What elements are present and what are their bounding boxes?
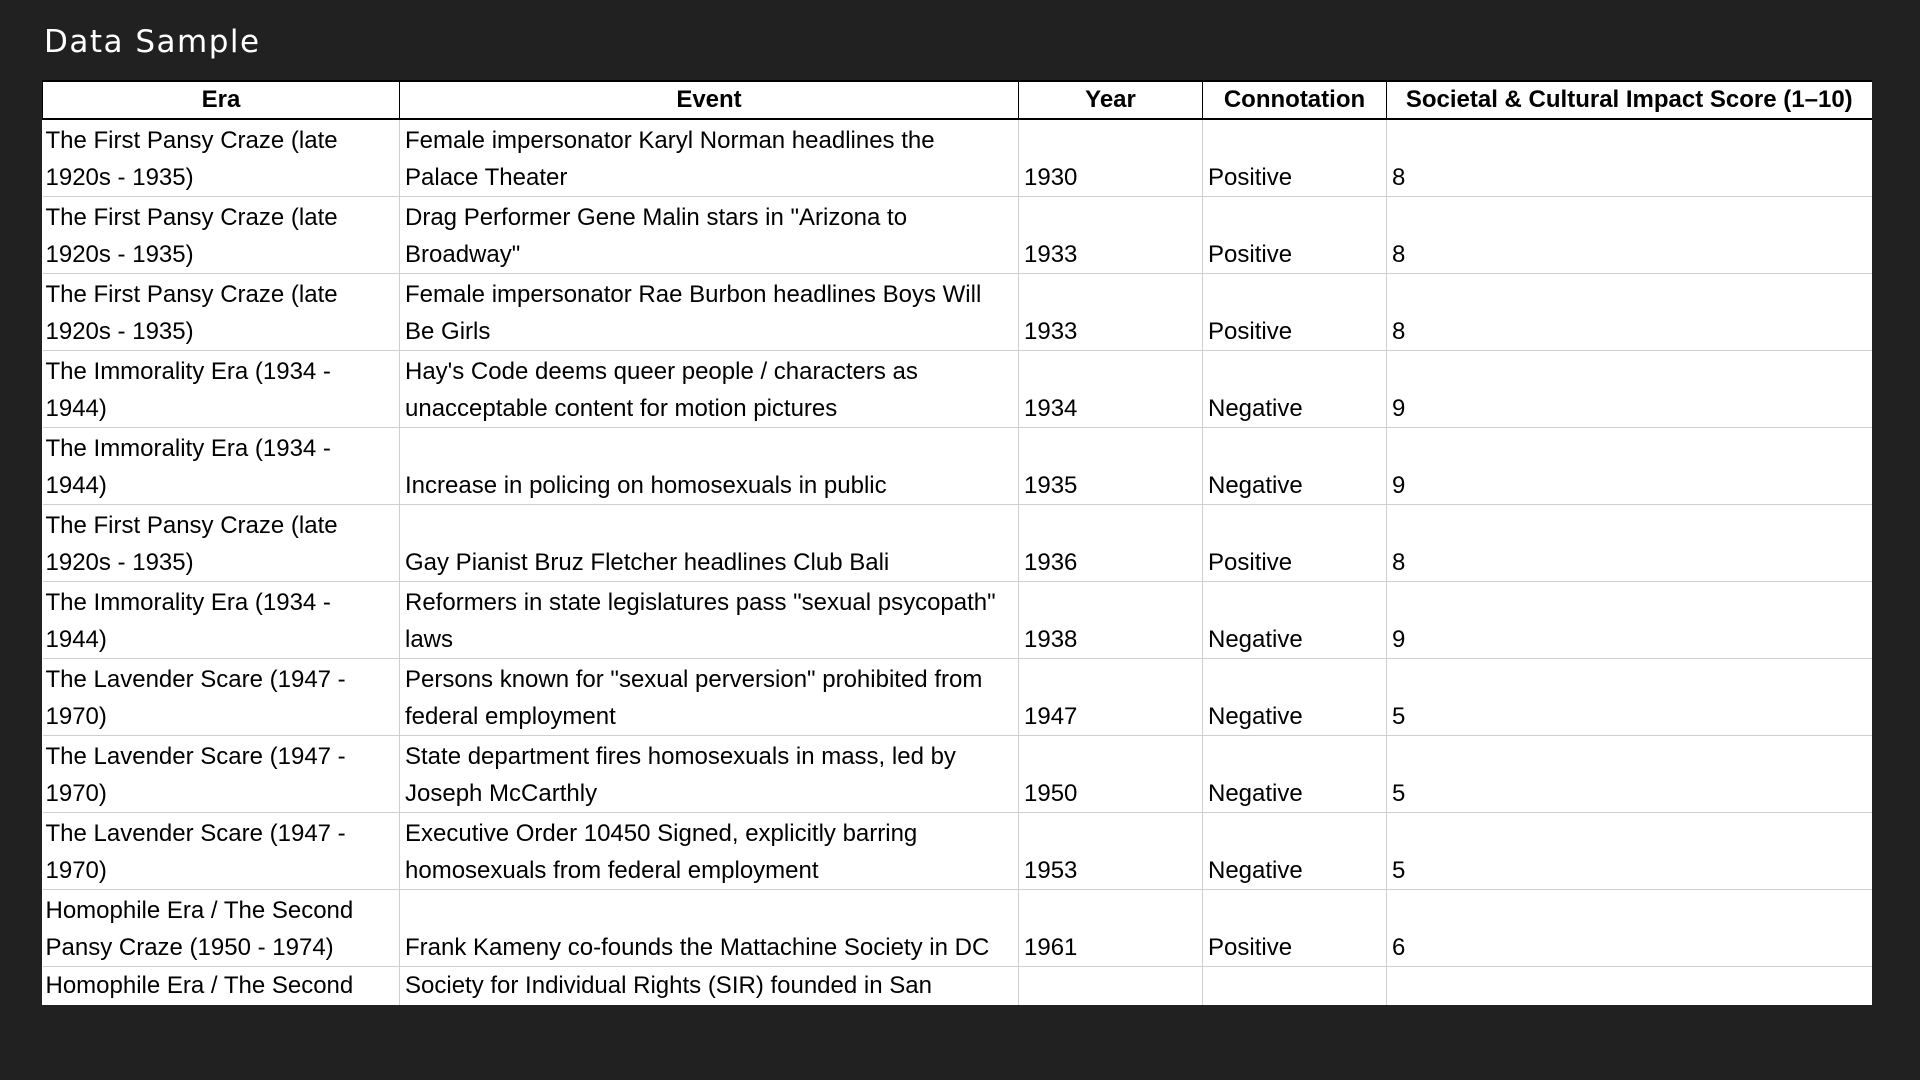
year-cell[interactable]: 1933 xyxy=(1019,274,1203,351)
event-cell[interactable]: Female impersonator Rae Burbon headlines Boys Will Be Girls xyxy=(400,274,1019,351)
year-cell[interactable]: 1953 xyxy=(1019,813,1203,890)
impact-score-cell[interactable]: 5 xyxy=(1387,736,1873,813)
event-cell[interactable]: Reformers in state legislatures pass "sexual psycopath" laws xyxy=(400,582,1019,659)
column-header-connotation[interactable]: Connotation xyxy=(1203,81,1387,119)
column-header-year[interactable]: Year xyxy=(1019,81,1203,119)
data-table-container xyxy=(42,80,1872,1005)
year-cell[interactable]: 1930 xyxy=(1019,119,1203,197)
year-cell[interactable]: 1947 xyxy=(1019,659,1203,736)
connotation-cell[interactable]: Negative xyxy=(1203,659,1387,736)
era-cell[interactable]: Homophile Era / The Second xyxy=(43,967,400,1006)
era-cell[interactable]: The Immorality Era (1934 - 1944) xyxy=(43,582,400,659)
table-row xyxy=(43,659,1873,736)
table-body xyxy=(43,119,1873,1005)
year-cell[interactable]: 1950 xyxy=(1019,736,1203,813)
column-header-era[interactable]: Era xyxy=(43,81,400,119)
table-row xyxy=(43,505,1873,582)
table-row xyxy=(43,967,1873,1006)
connotation-cell[interactable] xyxy=(1203,967,1387,1006)
impact-score-cell[interactable]: 5 xyxy=(1387,659,1873,736)
year-cell[interactable]: 1934 xyxy=(1019,351,1203,428)
table-row xyxy=(43,813,1873,890)
event-cell[interactable]: Hay's Code deems queer people / characters as unacceptable content for motion pictures xyxy=(400,351,1019,428)
impact-score-cell[interactable]: 8 xyxy=(1387,505,1873,582)
impact-score-cell[interactable]: 8 xyxy=(1387,119,1873,197)
connotation-cell[interactable]: Positive xyxy=(1203,119,1387,197)
year-cell[interactable]: 1935 xyxy=(1019,428,1203,505)
impact-score-cell[interactable]: 5 xyxy=(1387,813,1873,890)
table-row xyxy=(43,736,1873,813)
year-cell[interactable]: 1961 xyxy=(1019,890,1203,967)
impact-score-cell[interactable]: 9 xyxy=(1387,582,1873,659)
table-row xyxy=(43,428,1873,505)
event-cell[interactable]: Frank Kameny co-founds the Mattachine Society in DC xyxy=(400,890,1019,967)
impact-score-cell[interactable]: 9 xyxy=(1387,351,1873,428)
table-row xyxy=(43,890,1873,967)
era-cell[interactable]: The First Pansy Craze (late 1920s - 1935) xyxy=(43,197,400,274)
event-cell[interactable]: Executive Order 10450 Signed, explicitly barring homosexuals from federal employment xyxy=(400,813,1019,890)
connotation-cell[interactable]: Negative xyxy=(1203,582,1387,659)
column-header-event[interactable]: Event xyxy=(400,81,1019,119)
impact-score-cell[interactable]: 8 xyxy=(1387,197,1873,274)
era-cell[interactable]: The First Pansy Craze (late 1920s - 1935) xyxy=(43,119,400,197)
event-cell[interactable]: Gay Pianist Bruz Fletcher headlines Club Bali xyxy=(400,505,1019,582)
era-cell[interactable]: The Immorality Era (1934 - 1944) xyxy=(43,428,400,505)
event-cell[interactable]: Society for Individual Rights (SIR) founded in San xyxy=(400,967,1019,1006)
connotation-cell[interactable]: Negative xyxy=(1203,813,1387,890)
connotation-cell[interactable]: Negative xyxy=(1203,736,1387,813)
table-row xyxy=(43,274,1873,351)
year-cell[interactable]: 1936 xyxy=(1019,505,1203,582)
era-cell[interactable]: The First Pansy Craze (late 1920s - 1935) xyxy=(43,274,400,351)
table-row xyxy=(43,582,1873,659)
event-cell[interactable]: Drag Performer Gene Malin stars in "Arizona to Broadway" xyxy=(400,197,1019,274)
era-cell[interactable]: Homophile Era / The Second Pansy Craze (1950 - 1974) xyxy=(43,890,400,967)
header-row xyxy=(43,81,1873,119)
connotation-cell[interactable]: Positive xyxy=(1203,197,1387,274)
event-cell[interactable]: State department fires homosexuals in mass, led by Joseph McCarthly xyxy=(400,736,1019,813)
connotation-cell[interactable]: Negative xyxy=(1203,351,1387,428)
era-cell[interactable]: The Lavender Scare (1947 - 1970) xyxy=(43,659,400,736)
year-cell[interactable]: 1933 xyxy=(1019,197,1203,274)
impact-score-cell[interactable]: 6 xyxy=(1387,890,1873,967)
impact-score-cell[interactable]: 8 xyxy=(1387,274,1873,351)
era-cell[interactable]: The Lavender Scare (1947 - 1970) xyxy=(43,736,400,813)
table-row xyxy=(43,197,1873,274)
year-cell[interactable]: 1938 xyxy=(1019,582,1203,659)
event-cell[interactable]: Increase in policing on homosexuals in public xyxy=(400,428,1019,505)
table-row xyxy=(43,351,1873,428)
connotation-cell[interactable]: Positive xyxy=(1203,505,1387,582)
connotation-cell[interactable]: Positive xyxy=(1203,274,1387,351)
event-cell[interactable]: Female impersonator Karyl Norman headlines the Palace Theater xyxy=(400,119,1019,197)
event-cell[interactable]: Persons known for "sexual perversion" prohibited from federal employment xyxy=(400,659,1019,736)
connotation-cell[interactable]: Negative xyxy=(1203,428,1387,505)
era-cell[interactable]: The Lavender Scare (1947 - 1970) xyxy=(43,813,400,890)
page-title: Data Sample xyxy=(44,24,261,60)
connotation-cell[interactable]: Positive xyxy=(1203,890,1387,967)
impact-score-cell[interactable] xyxy=(1387,967,1873,1006)
data-table xyxy=(42,80,1872,1005)
impact-score-cell[interactable]: 9 xyxy=(1387,428,1873,505)
column-header-impact-score[interactable]: Societal & Cultural Impact Score (1–10) xyxy=(1387,81,1873,119)
era-cell[interactable]: The Immorality Era (1934 - 1944) xyxy=(43,351,400,428)
era-cell[interactable]: The First Pansy Craze (late 1920s - 1935) xyxy=(43,505,400,582)
year-cell[interactable] xyxy=(1019,967,1203,1006)
table-row xyxy=(43,119,1873,197)
